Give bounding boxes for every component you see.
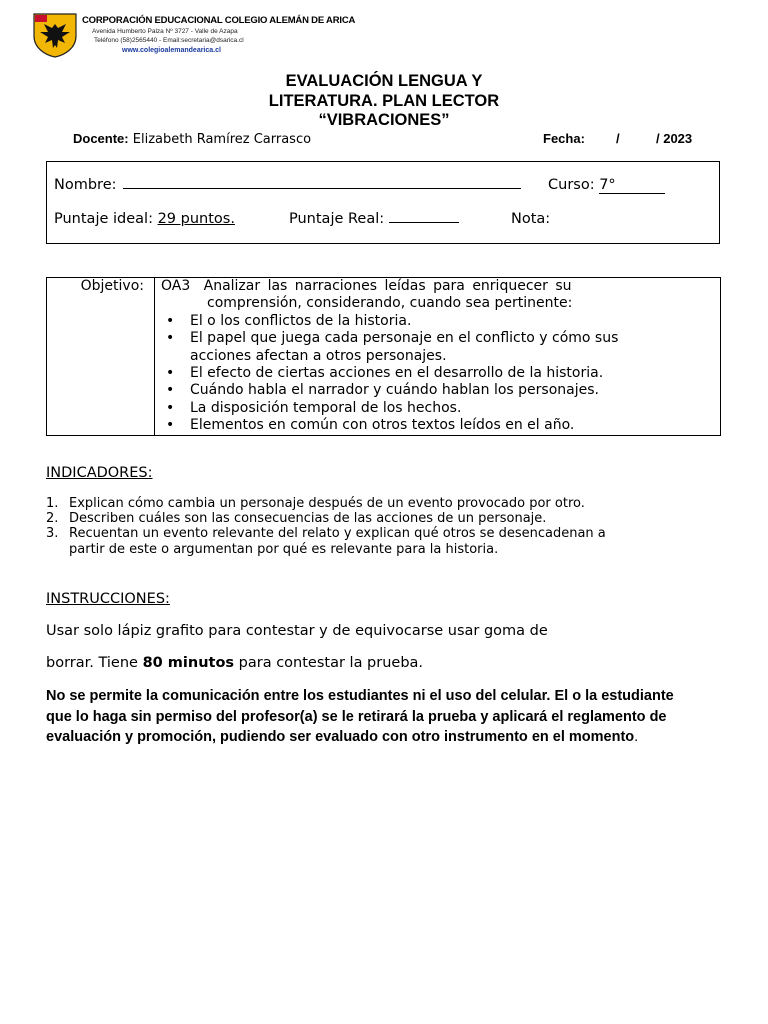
real-score-row bbox=[289, 211, 459, 227]
real-score-label: Puntaje Real: bbox=[289, 211, 385, 227]
date-year: / 2023 bbox=[656, 131, 693, 146]
course-label: Curso: bbox=[548, 177, 595, 193]
ideal-score-value: 29 puntos. bbox=[157, 211, 235, 227]
title-line-1: EVALUACIÓN LENGUA Y bbox=[285, 72, 483, 90]
instructions-heading: INSTRUCCIONES: bbox=[46, 591, 170, 607]
logo-badge-text: DS bbox=[5, 3, 14, 9]
grade-label: Nota: bbox=[511, 211, 551, 227]
institution-phone: Teléfono (58)2565440 - Email:secretaria@dsarica.cl bbox=[94, 37, 244, 44]
title-line-3: “VIBRACIONES” bbox=[318, 111, 450, 129]
institution-address: Avenida Humberto Palza Nº 3727 - Valle de Azapa bbox=[92, 28, 238, 35]
name-row bbox=[54, 177, 521, 193]
objective-criteria-list bbox=[161, 313, 720, 435]
objective-label: Objetivo: bbox=[47, 278, 155, 436]
ideal-score-label: Puntaje ideal: bbox=[54, 211, 153, 227]
course-value: 7° bbox=[599, 177, 616, 193]
list-item: • El efecto de ciertas acciones en el desarrollo de la historia. bbox=[190, 365, 720, 382]
name-field[interactable] bbox=[123, 188, 521, 189]
list-item: 3. Recuentan un evento relevante del relato y explican qué otros se desencadenan a partir de este o argumentan por qué es relevante para la historia. bbox=[46, 526, 606, 557]
objective-content bbox=[155, 278, 721, 436]
teacher-label: Docente: bbox=[73, 131, 129, 146]
student-info-box bbox=[46, 161, 720, 244]
list-item: • Elementos en común con otros textos leídos en el año. bbox=[190, 417, 720, 434]
school-crest-logo bbox=[32, 12, 78, 58]
objective-text-2: comprensión, considerando, cuando sea pertinente: bbox=[207, 295, 573, 312]
name-label: Nombre: bbox=[54, 177, 117, 193]
list-item: • El papel que juega cada personaje en el conflicto y cómo sus acciones afectan a otros personajes. bbox=[190, 330, 720, 365]
list-item: 1. Explican cómo cambia un personaje después de un evento provocado por otro. bbox=[46, 496, 585, 511]
institution-website[interactable]: www.colegioalemandearica.cl bbox=[122, 47, 221, 54]
course-field[interactable] bbox=[599, 177, 665, 194]
list-item: • El o los conflictos de la historia. bbox=[190, 313, 720, 330]
objective-text-line-1 bbox=[161, 278, 720, 295]
institution-name: CORPORACIÓN EDUCACIONAL COLEGIO ALEMÁN DE ARICA bbox=[82, 15, 356, 26]
real-score-field[interactable] bbox=[389, 222, 459, 223]
teacher-name: Elizabeth Ramírez Carrasco bbox=[132, 132, 312, 147]
date-slash: / bbox=[616, 131, 620, 146]
teacher-row bbox=[73, 131, 311, 147]
instructions-line-1: Usar solo lápiz grafito para contestar y de equivocarse usar goma de bbox=[46, 623, 548, 639]
list-item: 2. Describen cuáles son las consecuencias de las acciones de un personaje. bbox=[46, 511, 547, 527]
list-item: • Cuándo habla el narrador y cuándo hablan los personajes. bbox=[190, 382, 720, 399]
date-label: Fecha: bbox=[543, 131, 585, 146]
course-row bbox=[548, 177, 665, 194]
indicators-list bbox=[46, 496, 686, 557]
indicators-heading: INDICADORES: bbox=[46, 465, 153, 481]
ideal-score-row bbox=[54, 211, 235, 227]
list-item: • La disposición temporal de los hechos. bbox=[190, 400, 720, 417]
title-line-2: LITERATURA. PLAN LECTOR bbox=[268, 92, 500, 110]
objective-text-1: Analizar las narraciones leídas para enriquecer su bbox=[203, 278, 572, 294]
instructions-line-2: borrar. Tiene 80 minutos para contestar la prueba. bbox=[46, 655, 424, 671]
objective-table bbox=[46, 277, 721, 436]
objective-code: OA3 bbox=[161, 278, 191, 294]
rules-warning: No se permite la comunicación entre los estudiantes ni el uso del celular. El o la estudiante que lo haga sin permiso del profesor(a) se le retirará la prueba y aplicará el reglamento de evaluación y promoción, pudiendo ser evaluado con otro instrumento en el momento. bbox=[46, 688, 674, 745]
time-limit: 80 minutos bbox=[142, 655, 235, 671]
